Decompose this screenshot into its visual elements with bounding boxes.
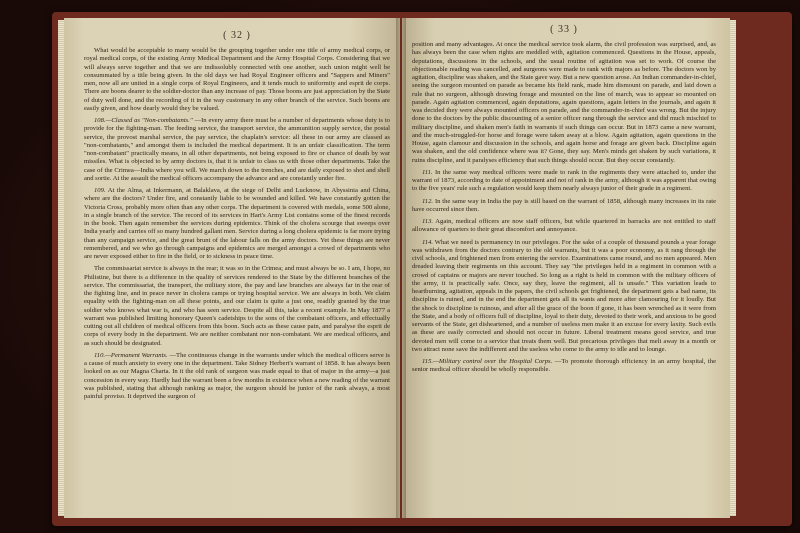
paragraph-text: What we need is permanency in our privileges. For the sake of a couple of thousand pounds a year forage was withdrawn from the doctors contrary to the old warrants, but it was a poor economy, as it rang through the civil schools, and frightened men from entering the service. Examinations came round, and no men appeared. Men dreaded leaving their regiments on this account. They say "the privileges held in a regiment in common with a crowd of captains or majors are never touched. So long as a right is held in common with the military officers of the army, it is practically safe. Once, say they, leave the regiment, all is unsafe." This variation leads to heartburning, agitation, appeals in the papers, the civil schools get frightened, the department gets a bad name, its discipline is ruined, and in the end the department gets all its wants and more after clamouring for it loudly. But the shock to discipline is ruinous, and after all the grace of the boon if gone, it has been wrenched as it were from the State, and a body of officers full of discipline, loyal to their duty, devoted to their work, and anxious to be good servants of the State, get disheartened, and a number of useless men make it an excuse for every laxity. Such evils as these are easily corrected and should not occur in future. Liberal treatment means good service, and true devoted men will come to a service that treats them well. But precarious privileges that melt away in a month or two attract none save the indifferent and the useless who come to the army to idle and to lounge.	[412, 238, 716, 353]
section-heading: 114.	[422, 238, 434, 246]
paragraph	[84, 352, 390, 402]
section-heading: 113.	[422, 218, 434, 225]
right-page-number: ( 33 )	[550, 24, 578, 35]
section-heading: 109.	[94, 187, 106, 194]
paragraph	[84, 187, 390, 261]
paragraph	[412, 358, 716, 375]
paragraph	[84, 117, 390, 183]
paragraph	[412, 239, 716, 355]
paragraph-text: What would be acceptable to many would be the grouping together under one title of army medical corps, or royal medical corps, of the existing Army Medical Department and the Army Hospital Corps. Considering that we will always serve together and that we are indissolubly connected with one another, such union might well be consummated by a title being given. In the old days we had Royal Engineer officers and "Sappers and Miners" men, now all are united in a single corps of Royal Engineers, and it tends much to uniformity and esprit de corps. There are boons dearer to the soldier-doctor than any increase of pay. Those boons are just appreciation by the State of duty well done, and the recording of it in the way customary in any other branch of the service. Such boons are easily given, and how dearly would they be valued.	[84, 47, 390, 112]
book-gutter	[396, 18, 406, 518]
paragraph	[412, 169, 716, 194]
paragraph-text: In the same way in India the pay is still based on the warrant of 1858, although many increases in its rate have occurred since then.	[412, 197, 716, 213]
right-page	[402, 18, 730, 518]
paragraph	[84, 265, 390, 348]
paragraph-text: The commissariat service is always in the rear; it was so in the Crimea; and must always be so. I am, I hope, no Philistine, but there is a difference in the quality of services rendered to the State by the different branches of the service. The commissariat, the transport, the military store, the pay and law branches are always far in the rear of the fighting line, and in peace never in cholera camps or trying hospital service. We are always in both. We claim equality with the fighting-man on all these points, and our claim is quite a just one, readily granted by the true soldier who knows what war is, and who has seen service. Despite all this, take a recent example. In May 1877 a warrant was published limiting honorary Queen's cadetships to the sons of the combatant officers, and effectually cutting out all children of medical officers from this boon. Such acts as these cause pain, and paralyse the esprit de corps of every body in the department. We are neither combatant nor non-combatant. We are medical officers, and as such should be designated.	[84, 265, 390, 347]
paragraph-text: At the Alma, at Inkermann, at Balaklava, at the siege of Delhi and Lucknow, in Abyssinia and China, where are the doctors? Under fire, and constantly liable to be wounded and killed. We have constantly gotten the Victoria Cross, probably more often than any other corps. The department is covered with medals, some 500 alone, in a single branch of the service. The record of its services in Hart's Army List contains some of the finest records in the book. Then again remember the services during epidemics. Think of the cholera scourge that sweeps over India yearly and carries off so many hundred gallant men. Service during a long cholera epidemic is far more trying than any campaign service, and the great brunt of the labour falls on the army doctors. Yet these things are never remembered, and we who go through campaigns and epidemics are merged amongst a crowd of departments who are never exposed either to fire in the field, or to sickness in peace time.	[84, 187, 390, 260]
paragraph	[412, 218, 716, 235]
left-page	[64, 18, 400, 518]
paragraph-text: Again, medical officers are now staff officers, but while quartered in barracks are not entitled to staff allowance of quarters to their great discomfort and annoyance.	[412, 218, 716, 234]
paragraph	[412, 198, 716, 215]
paragraph-text: —The continuous change in the warrants under which the medical officers serve is a cause of much anxiety to every one in the department. Take Sidney Herbert's warrant of 1858. It has always been looked on as our Magna Charta. In it the old rank of surgeon was made equal to that of major in the army—a just concession in every way. Hardly had the warrant been a few months in existence when a new reading of the warrant was published, stating that although ranking as major, the surgeon should be junior of the rank always, a most painful proviso. It deprived the surgeon of	[84, 351, 391, 400]
section-heading: 112.	[422, 197, 434, 205]
paragraph	[412, 41, 716, 165]
section-heading: 110.—Permanent Warrants.	[94, 351, 168, 359]
section-heading: 108.—Classed as "Non-combatants."	[94, 117, 193, 124]
paragraph-text: position and many advantages. At once the medical service took alarm, the civil profession was surprised, and, as has always been the case when rights are meddled with, agitation commenced. Questions in the House, appeals, deputations, discussions in the schools, and the usual routine of agitation was set to work. Of course the objectionable reading was cancelled, and surgeons were made to rank with majors as before. The doctors won by agitation, discipline was shaken, and the State gave way. But a new question arose. An Indian commander-in-chief, seeing the surgeon mounted on parade as became his field rank, made him dismount on parade, and laid down a rule that no surgeon, although drawing forage and mounted on the line of march, was to appear so mounted on parade. Again agitation commenced, again deputations, again questions, again letters in the journals, and again it was decided they were always mounted officers on parade, and the commander-in-chief was wrong. But the injury done to the doctors by the public discounting of a senior officer rang through the service and did much mischief to military discipline, and shaken men's faith in warrants if such things can occur. But in 1873 came a new warrant, and the much-struggled-for horse and forage were taken away at a blow. Again agitation, again questions in the House, again clamour and discussion in the schools, and again horse and forage are given back. Discipline again was shaken, and the old confidence where was it? Gone, they say. Men's minds get shaken by such variations, it ruins discipline, and it paralyses efficiency that such things should occur. But they occur constantly.	[412, 41, 716, 164]
left-page-number: ( 32 )	[223, 30, 251, 41]
right-page-text	[412, 41, 716, 375]
paragraph	[84, 47, 390, 113]
paragraph-text: —To promote thorough efficiency in an army hospital, the senior medical officer should be wholly responsible.	[412, 358, 716, 374]
section-heading: 111.	[422, 168, 433, 176]
paragraph-text: —In every army there must be a number of departments whose duty is to provide for the fighting-man. The feeding service, the transport service, the ammunition supply service, the postal service, the provost marshal service, the pay service, the chaplain's service: all these in our army are classed as "non-combatants," and amongst them is included the medical department. It is an unfair classification. The term "non-combatant" practically means, in all other departments, not being exposed to fire or chance of death by war missiles. What is objected to by army doctors is, that it is unfair to class us with those other departments. Take the case of the Crimea—India where you will. We march down to the trenches, and are daily exposed to shot and shell and sortie. At the assault the medical officers accompany the advance and are constantly under fire.	[84, 117, 390, 182]
section-heading: 115.—Military control over the Hospital Corps.	[422, 358, 553, 365]
paragraph-text: In the same way medical officers were made to rank in the regiments they were attached to, under the warrant of 1873, according to date of appointment and not of rank in the army, although it was apparent that owing to the five years' rule such a regulation would keep them nearly always junior of their grade in a regiment.	[412, 168, 716, 193]
right-page-edge	[730, 20, 736, 516]
left-page-text	[84, 47, 390, 401]
